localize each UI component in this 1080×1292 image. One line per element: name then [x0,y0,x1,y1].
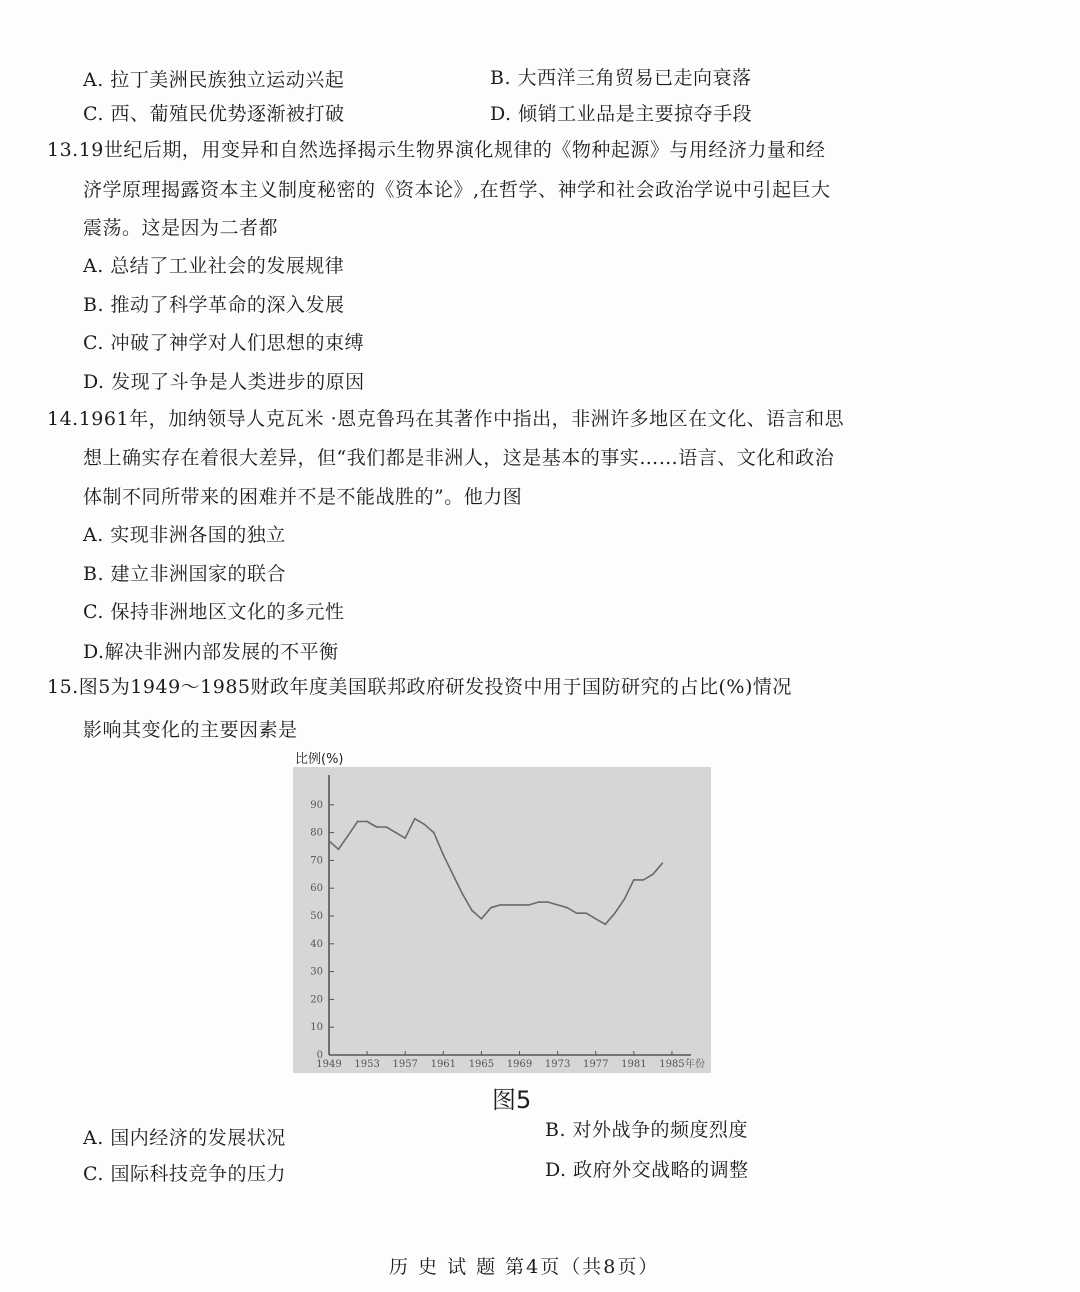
y-tick-label: 20 [310,994,323,1006]
q14-stem-line2: 想上确实存在着很大差异，但“我们都是非洲人，这是基本的事实……语言、文化和政治 [83,447,835,469]
y-tick-label: 70 [310,855,323,867]
q14-option-c: C. 保持非洲地区文化的多元性 [83,601,345,623]
data-point [357,821,359,823]
x-tick-label: 1949 [316,1059,342,1070]
data-point [509,904,511,906]
x-tick-label: 1969 [506,1059,533,1070]
data-point [462,893,464,895]
figure-5-chart [293,745,713,1075]
data-point [614,912,616,914]
q13-stem-line3: 震荡。这是因为二者都 [83,217,279,239]
q12-option-b: B. 大西洋三角贸易已走向衰落 [490,67,752,89]
data-point [328,840,330,842]
x-tick-label: 1977 [583,1059,609,1070]
data-point [643,879,645,881]
q13-stem-line1: 13.19世纪后期，用变异和自然选择揭示生物界演化规律的《物种起源》与用经济力量和经 [47,139,826,161]
data-point [490,907,492,909]
q15-stem-line1: 15.图5为1949～1985财政年度美国联邦政府研发投资中用于国防研究的占比(%)情况 [47,676,792,698]
data-point [652,874,654,876]
data-point [366,821,368,823]
x-tick-label: 1973 [544,1059,571,1070]
q13-option-b: B. 推动了科学革命的深入发展 [83,294,345,316]
q13-option-d: D. 发现了斗争是人类进步的原因 [83,371,365,393]
data-point [452,874,454,876]
data-point [404,837,406,839]
x-tick-label: 1965 [468,1059,495,1070]
y-tick-label: 60 [310,883,323,895]
q12-option-a: A. 拉丁美洲民族独立运动兴起 [83,69,345,91]
data-point [423,823,425,825]
x-tick-label: 1953 [354,1059,380,1070]
data-point [566,907,568,909]
q14-stem-line1: 14.1961年，加纳领导人克瓦米 ·恩克鲁玛在其著作中指出，非洲许多地区在文化、语言和思 [47,408,845,430]
data-point [576,912,578,914]
data-point [519,904,521,906]
y-tick-label: 0 [316,1050,323,1061]
data-point [633,879,635,881]
x-axis-label: 年份 [685,1059,705,1070]
x-tick-label: 1957 [392,1059,418,1070]
y-tick-label: 90 [310,799,323,811]
chart-plot [293,767,713,1073]
y-tick-label: 10 [310,1022,323,1034]
series-line [329,819,662,925]
y-tick-label: 80 [310,827,323,839]
data-point [500,904,502,906]
y-tick-label: 40 [310,938,323,950]
data-point [481,918,483,920]
q15-option-d: D. 政府外交战略的调整 [545,1159,749,1181]
chart-y-axis-label: 比例(%) [295,752,344,767]
data-point [547,901,549,903]
data-point [395,832,397,834]
q13-stem-line2: 济学原理揭露资本主义制度秘密的《资本论》,在哲学、神学和社会政治学说中引起巨大 [83,179,831,201]
q12-option-d: D. 倾销工业品是主要掠夺手段 [490,103,753,125]
data-point [585,912,587,914]
q14-stem-line3: 体制不同所带来的困难并不是不能战胜的”。他力图 [83,486,523,508]
data-point [433,832,435,834]
data-point [557,904,559,906]
q13-option-c: C. 冲破了神学对人们思想的束缚 [83,332,364,354]
data-point [538,901,540,903]
data-point [347,835,349,837]
data-point [662,862,664,864]
data-point [376,826,378,828]
q13-option-a: A. 总结了工业社会的发展规律 [83,255,345,277]
x-tick-label: 1961 [430,1059,457,1070]
data-point [414,818,416,820]
data-point [624,899,626,901]
data-point [471,910,473,912]
q14-option-d: D.解决非洲内部发展的不平衡 [83,641,339,663]
q14-option-a: A. 实现非洲各国的独立 [83,524,286,546]
data-point [443,854,445,856]
figure-caption: 图5 [492,1086,532,1114]
data-point [604,924,606,926]
data-point [595,918,597,920]
q12-option-c: C. 西、葡殖民优势逐渐被打破 [83,103,345,125]
x-tick-label: 1985 [659,1059,685,1070]
data-point [528,904,530,906]
q15-stem-line2: 影响其变化的主要因素是 [83,719,298,741]
data-point [385,826,387,828]
x-tick-label: 1981 [621,1059,647,1070]
y-tick-label: 50 [310,911,323,922]
q15-option-b: B. 对外战争的频度烈度 [545,1119,749,1141]
q15-option-c: C. 国际科技竞争的压力 [83,1163,286,1185]
q15-option-a: A. 国内经济的发展状况 [83,1127,286,1149]
q14-option-b: B. 建立非洲国家的联合 [83,563,287,585]
y-tick-label: 30 [310,966,323,978]
data-point [338,848,340,850]
page-footer: 历 史 试 题 第4页（共8页） [389,1256,660,1278]
